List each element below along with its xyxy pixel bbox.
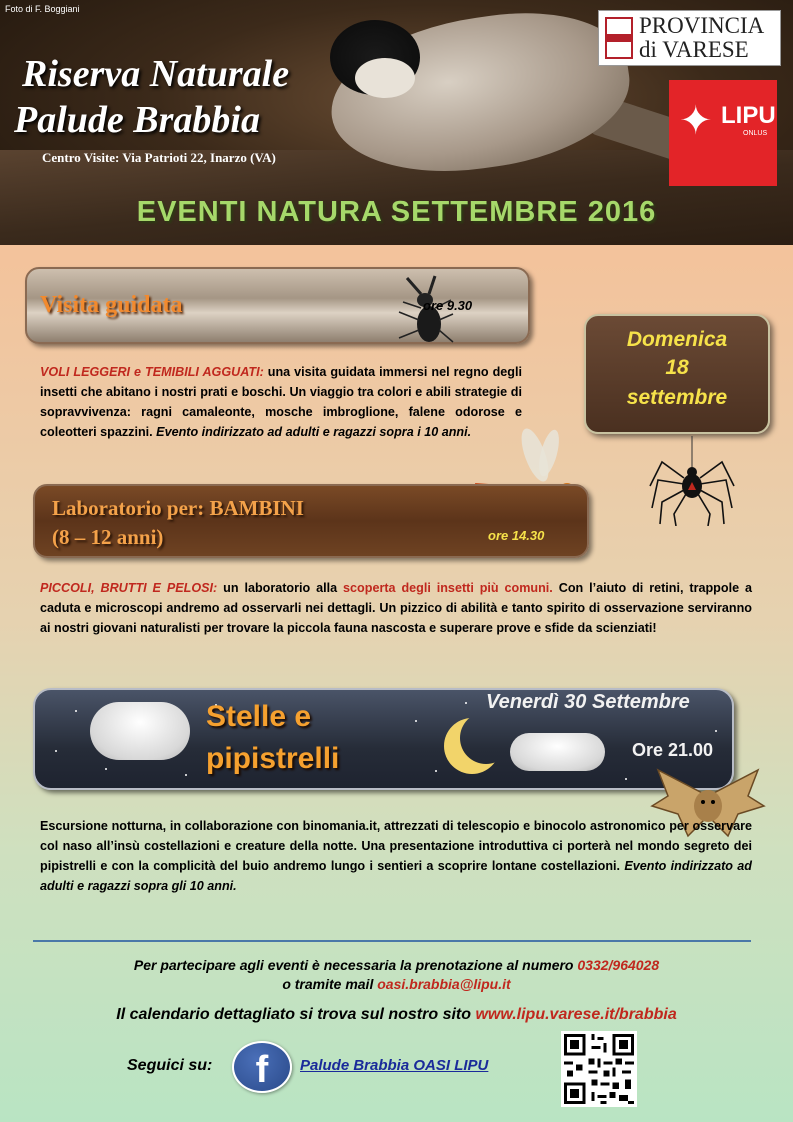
mail-line	[0, 976, 793, 992]
laboratorio-description	[40, 578, 752, 638]
calendar-line	[0, 1006, 793, 1024]
qr-code-icon[interactable]	[561, 1031, 637, 1107]
cloud-icon	[90, 702, 190, 760]
date-month: settembre	[626, 386, 728, 409]
visita-lead: VOLI LEGGERI e TEMIBILI AGGUATI:	[40, 365, 264, 379]
website-link[interactable]: www.lipu.varese.it/brabbia	[475, 1006, 677, 1023]
provincia-varese-logo	[598, 10, 781, 66]
crest-icon	[605, 17, 633, 59]
visita-title: Visita guidata	[40, 292, 183, 318]
mail-text: o tramite mail	[282, 976, 378, 992]
hoopoe-icon: ✦	[679, 99, 713, 143]
laboratorio-body1: un laboratorio alla	[217, 581, 344, 595]
provincia-line2: di VARESE	[639, 37, 749, 62]
laboratorio-lead: PICCOLI, BRUTTI E PELOSI:	[40, 581, 218, 595]
phone-number[interactable]: 0332/964028	[577, 957, 660, 973]
laboratorio-body2: Con l’aiuto di retini, trappole a caduta e microscopi andremo ad osservarli nei dettagli. Un pizzico di abilità e tanto spirito di osservazione serviranno ai nostri giovani naturalisti per trovare la piccola fauna nascosta e superare prove e sfide da scienziati!	[40, 581, 752, 635]
spider-icon	[648, 436, 736, 526]
provincia-line1: PROVINCIA	[639, 13, 765, 38]
reserve-title-line1: Riserva Naturale	[22, 53, 290, 95]
stelle-title-line1: Stelle e	[206, 700, 312, 733]
star	[105, 768, 107, 770]
crescent-moon-icon	[442, 712, 508, 778]
star	[715, 730, 717, 732]
star	[185, 774, 187, 776]
star	[75, 710, 77, 712]
booking-line	[0, 957, 793, 973]
stelle-date: Venerdì 30 Settembre	[486, 691, 690, 713]
lipu-logo	[669, 80, 777, 186]
stelle-description	[40, 816, 752, 896]
facebook-icon[interactable]: f	[232, 1041, 292, 1093]
photo-credit: Foto di F. Boggiani	[5, 4, 80, 14]
calendar-text: Il calendario dettagliato si trova sul nostro sito	[116, 1006, 476, 1023]
date-day: Domenica	[626, 328, 728, 351]
email-address[interactable]: oasi.brabbia@lipu.it	[377, 976, 511, 992]
visitor-center-address: Centro Visite: Via Patrioti 22, Inarzo (VA)	[42, 150, 276, 165]
follow-us-label: Seguici su:	[127, 1057, 213, 1074]
stelle-note: Evento indirizzato ad adulti e ragazzi sopra gli 10 anni.	[40, 859, 752, 893]
star	[415, 720, 417, 722]
stelle-title-line2: pipistrelli	[206, 742, 340, 775]
reserve-title-line2: Palude Brabbia	[14, 99, 260, 141]
bird-cheek	[355, 58, 415, 98]
stelle-body: Escursione notturna, in collaborazione con binomania.it, attrezzati di telescopio e binocolo astronomico per osservare col naso all’insù costellazioni e creature della notte. Una presentazione introduttiva ci porterà nel mondo segreto dei pipistrelli e con la complicità del buio andremo lungo i sentieri a scoprire lontane costellazioni.	[40, 819, 752, 873]
visita-body: una visita guidata immersi nel regno degli insetti che abitano i nostri prati e boschi. Un viaggio tra colori e abili strategie di sopravvivenza: ragni camaleonte, mosche imbroglione, falene odorose e coleotteri spazzini.	[40, 365, 522, 439]
divider	[33, 940, 751, 942]
cloud-icon	[510, 733, 605, 771]
booking-text: Per partecipare agli eventi è necessaria la prenotazione al numero	[133, 957, 578, 973]
visita-note: Evento indirizzato ad adulti e ragazzi sopra i 10 anni.	[156, 425, 472, 439]
laboratorio-title-line1: Laboratorio per: BAMBINI	[52, 496, 304, 520]
star	[55, 750, 57, 752]
visita-description	[40, 362, 522, 442]
lipu-text: LIPU	[721, 102, 776, 129]
star	[465, 702, 467, 704]
laboratorio-highlight: scoperta degli insetti più comuni.	[343, 581, 553, 595]
stelle-time: Ore 21.00	[632, 740, 714, 760]
laboratorio-title-line2: (8 – 12 anni)	[52, 525, 164, 549]
visita-time: ore 9.30	[423, 298, 473, 313]
laboratorio-time: ore 14.30	[488, 528, 545, 543]
star	[625, 778, 627, 780]
events-headline: EVENTI NATURA SETTEMBRE 2016	[136, 196, 657, 228]
star	[435, 770, 437, 772]
facebook-page-link[interactable]: Palude Brabbia OASI LIPU	[300, 1057, 489, 1074]
date-number: 18	[665, 356, 689, 379]
lipu-onlus-text: ONLUS	[743, 130, 768, 137]
